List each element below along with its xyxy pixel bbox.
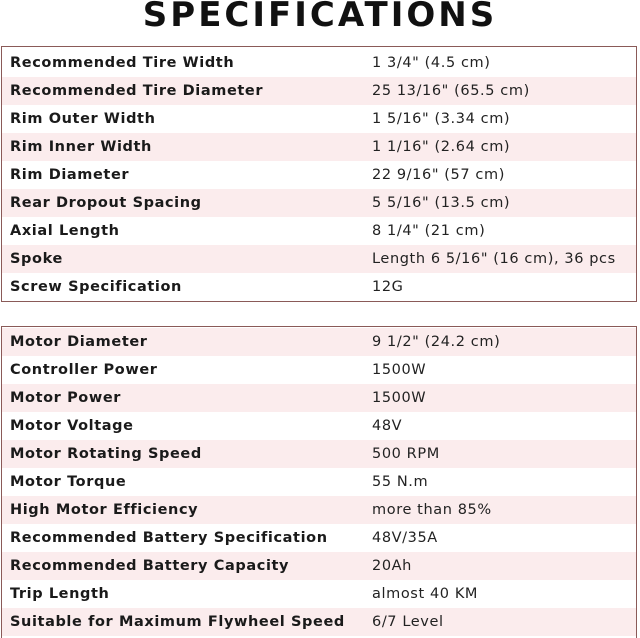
spec-label: Rear Dropout Spacing [10,195,202,211]
table-row [2,161,636,189]
spec-label: Rim Inner Width [10,139,152,155]
spec-label: Rim Outer Width [10,111,156,127]
spec-value: 1500W [372,362,427,378]
spec-value: 1 1/16" (2.64 cm) [372,139,511,155]
table-row [2,608,636,636]
spec-label: Recommended Battery Capacity [10,558,290,574]
spec-value: Length 6 5/16" (16 cm), 36 pcs [372,251,616,267]
table-row [2,552,636,580]
table-row [2,356,636,384]
spec-label: Motor Diameter [10,334,148,350]
table-row [2,328,636,356]
spec-value: 1 5/16" (3.34 cm) [372,111,511,127]
spec-value: 22 9/16" (57 cm) [372,167,505,183]
spec-label: Motor Power [10,390,122,406]
spec-value: 500 RPM [372,446,440,462]
spec-label: Recommended Tire Width [10,55,235,71]
spec-value: 20Ah [372,558,412,574]
spec-value: 6/7 Level [372,614,444,630]
table-row [2,412,636,440]
spec-value: 55 N.m [372,474,429,490]
spec-label: Motor Rotating Speed [10,446,202,462]
spec-label: Suitable for Maximum Flywheel Speed [10,614,345,630]
motor-spec-table [1,326,637,638]
spec-value: 8 1/4" (21 cm) [372,223,486,239]
table-row [2,189,636,217]
spec-label: Motor Voltage [10,418,134,434]
spec-value: 48V/35A [372,530,438,546]
page-title: SPECIFICATIONS [142,0,498,35]
spec-value: 25 13/16" (65.5 cm) [372,83,530,99]
spec-value: 9 1/2" (24.2 cm) [372,334,501,350]
table-row [2,524,636,552]
spec-label: Spoke [10,251,63,267]
table-row [2,217,636,245]
spec-label: High Motor Efficiency [10,502,199,518]
spec-value: 48V [372,418,403,434]
table-row [2,384,636,412]
spec-label: Axial Length [10,223,120,239]
spec-label: Recommended Tire Diameter [10,83,264,99]
table-row [2,580,636,608]
table-row [2,77,636,105]
spec-value: almost 40 KM [372,586,479,602]
spec-value: 12G [372,279,404,295]
table-row [2,496,636,524]
spec-value: 5 5/16" (13.5 cm) [372,195,511,211]
spec-label: Controller Power [10,362,158,378]
table-row [2,245,636,273]
spec-label: Screw Specification [10,279,182,295]
spec-label: Motor Torque [10,474,127,490]
table-row [2,49,636,77]
spec-label: Rim Diameter [10,167,130,183]
table-row [2,468,636,496]
spec-value: 1500W [372,390,427,406]
spec-value: 1 3/4" (4.5 cm) [372,55,491,71]
wheel-spec-table [1,46,637,302]
spec-value: more than 85% [372,502,492,518]
spec-label: Recommended Battery Specification [10,530,328,546]
table-row [2,133,636,161]
spec-label: Trip Length [10,586,110,602]
table-row [2,273,636,301]
table-row [2,105,636,133]
table-row [2,440,636,468]
